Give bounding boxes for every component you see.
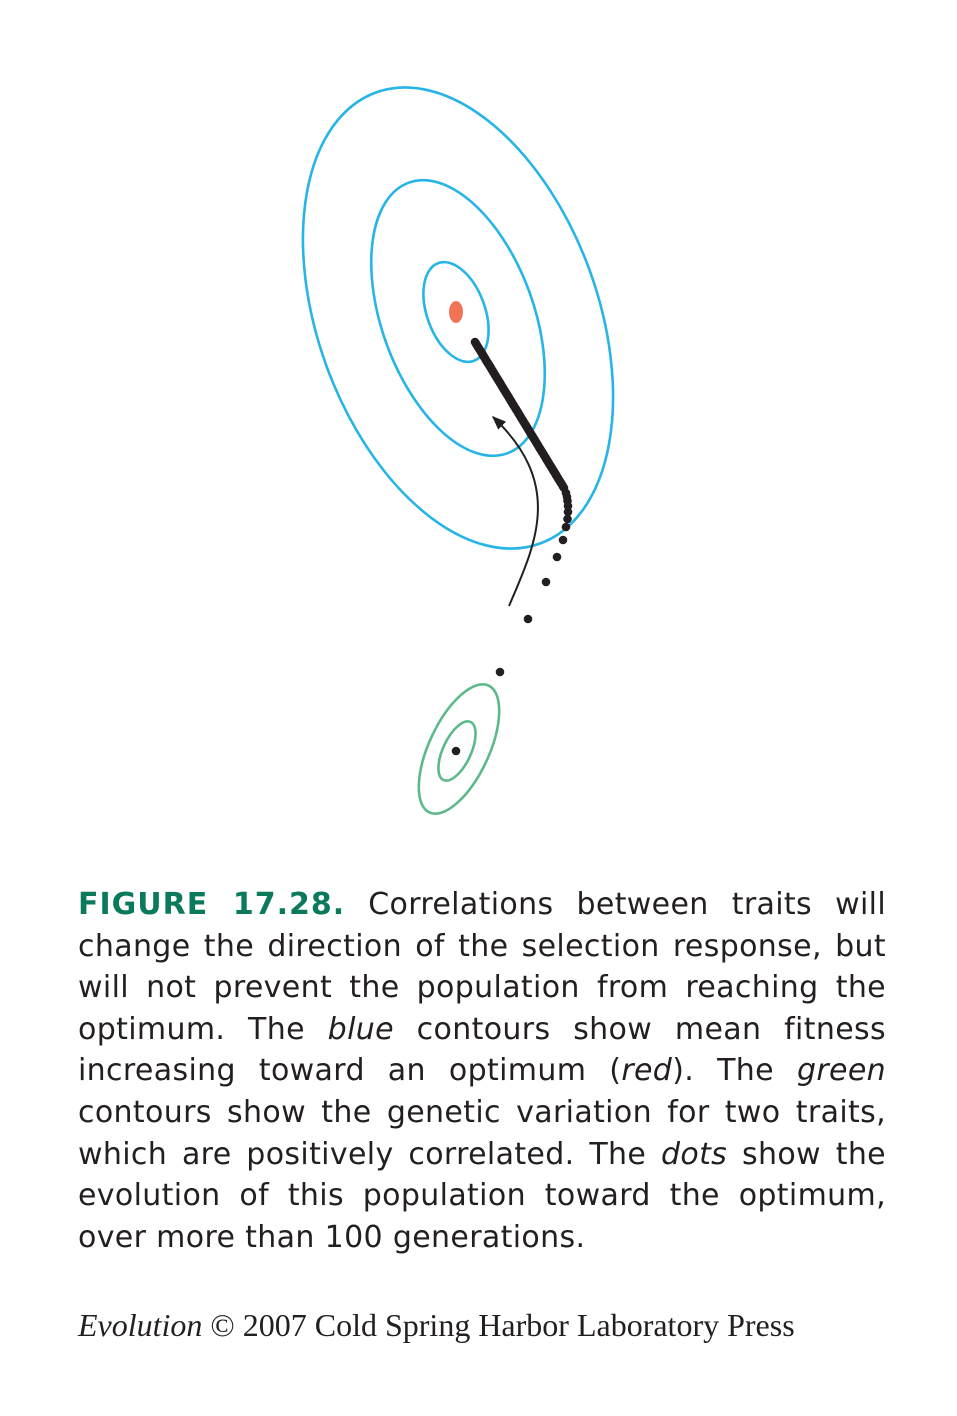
optimum-point bbox=[449, 301, 463, 323]
population-dot bbox=[562, 523, 571, 532]
caption-text-4: contours show the genetic variation for two traits, which are positively correlated. The bbox=[78, 1094, 886, 1172]
selection-direction-arrow bbox=[493, 417, 538, 606]
population-start-dot bbox=[452, 747, 461, 756]
figure-label: FIGURE 17.28. bbox=[78, 887, 346, 922]
population-dot bbox=[559, 536, 568, 545]
caption-em-green: green bbox=[796, 1053, 886, 1089]
caption-em-red: red bbox=[621, 1053, 673, 1089]
population-dot bbox=[471, 338, 480, 347]
figure-caption bbox=[78, 884, 886, 1258]
footer-book-title: Evolution bbox=[78, 1307, 203, 1343]
caption-text-5: show the evolution of this population toward the optimum, over more than 100 generations. bbox=[78, 1136, 886, 1255]
caption-text-1: Correlations between traits will change the direction of the selection response, but will not prevent the population from reaching the optimum. The bbox=[78, 887, 887, 1047]
caption-em-dots: dots bbox=[660, 1136, 728, 1172]
footer-credit: © 2007 Cold Spring Harbor Laboratory Press bbox=[202, 1307, 795, 1343]
population-dot bbox=[553, 553, 562, 562]
caption-text-2: contours show mean fitness increasing toward an optimum ( bbox=[78, 1011, 886, 1089]
caption-text-3: ). The bbox=[672, 1053, 797, 1089]
copyright-footer bbox=[78, 1305, 795, 1345]
population-dot bbox=[524, 615, 533, 624]
population-dot bbox=[496, 668, 505, 677]
population-dot bbox=[542, 578, 551, 587]
caption-em-blue: blue bbox=[327, 1011, 394, 1047]
population-trajectory bbox=[452, 338, 573, 756]
